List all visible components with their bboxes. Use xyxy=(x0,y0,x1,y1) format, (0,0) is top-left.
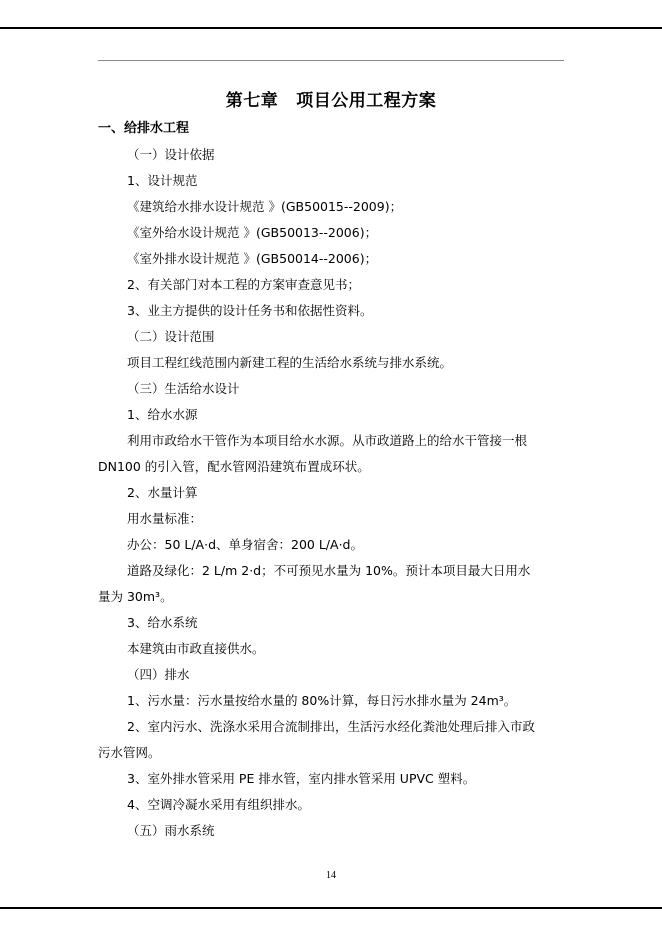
paragraph: 《室外给水设计规范 》(GB50013--2006)； xyxy=(127,225,378,240)
paragraph: 4、空调冷凝水采用有组织排水。 xyxy=(127,797,310,812)
header-rule xyxy=(98,60,564,61)
subsection-heading: （五）雨水系统 xyxy=(127,823,215,838)
paragraph-continuation: DN100 的引入管，配水管网沿建筑布置成环状。 xyxy=(98,459,370,474)
paragraph: 《室外排水设计规范 》(GB50014--2006)； xyxy=(127,251,378,266)
subsection-heading: （三）生活给水设计 xyxy=(127,381,240,396)
chapter-number: 第七章 xyxy=(225,91,279,111)
paragraph: 2、有关部门对本工程的方案审查意见书； xyxy=(127,277,360,292)
paragraph: 《建筑给水排水设计规范 》(GB50015--2009)； xyxy=(127,199,403,214)
page-number: 14 xyxy=(326,870,336,881)
chapter-name: 项目公用工程方案 xyxy=(296,91,437,111)
paragraph: 1、污水量：污水量按给水量的 80%计算，每日污水排水量为 24m³。 xyxy=(127,693,517,708)
subsection-heading: （四）排水 xyxy=(127,667,190,682)
paragraph: 2、水量计算 xyxy=(127,485,198,500)
page-bottom-border xyxy=(0,907,662,909)
paragraph: 3、业主方提供的设计任务书和依据性资料。 xyxy=(127,303,373,318)
paragraph: 本建筑由市政直接供水。 xyxy=(127,641,265,656)
section-heading: 一、给排水工程 xyxy=(98,121,190,136)
page-top-border xyxy=(0,27,662,29)
paragraph: 项目工程红线范围内新建工程的生活给水系统与排水系统。 xyxy=(127,355,453,370)
paragraph-continuation: 量为 30m³。 xyxy=(98,589,173,604)
subsection-heading: （一）设计依据 xyxy=(127,147,215,162)
paragraph: 1、给水水源 xyxy=(127,407,198,422)
paragraph: 3、给水系统 xyxy=(127,615,198,630)
chapter-title xyxy=(0,86,662,111)
paragraph-continuation: 污水管网。 xyxy=(98,745,161,760)
subsection-heading: （二）设计范围 xyxy=(127,329,215,344)
paragraph: 1、设计规范 xyxy=(127,173,198,188)
paragraph: 3、室外排水管采用 PE 排水管，室内排水管采用 UPVC 塑料。 xyxy=(127,771,476,786)
paragraph: 2、室内污水、洗涤水采用合流制排出，生活污水经化粪池处理后排入市政 xyxy=(127,719,535,734)
paragraph: 道路及绿化：2 L/m 2·d；不可预见水量为 10%。预计本项目最大日用水 xyxy=(127,563,531,578)
paragraph: 利用市政给水干管作为本项目给水水源。从市政道路上的给水干管接一根 xyxy=(127,433,528,448)
paragraph: 办公：50 L/A·d、单身宿舍：200 L/A·d。 xyxy=(127,537,363,552)
paragraph: 用水量标准： xyxy=(127,511,203,526)
